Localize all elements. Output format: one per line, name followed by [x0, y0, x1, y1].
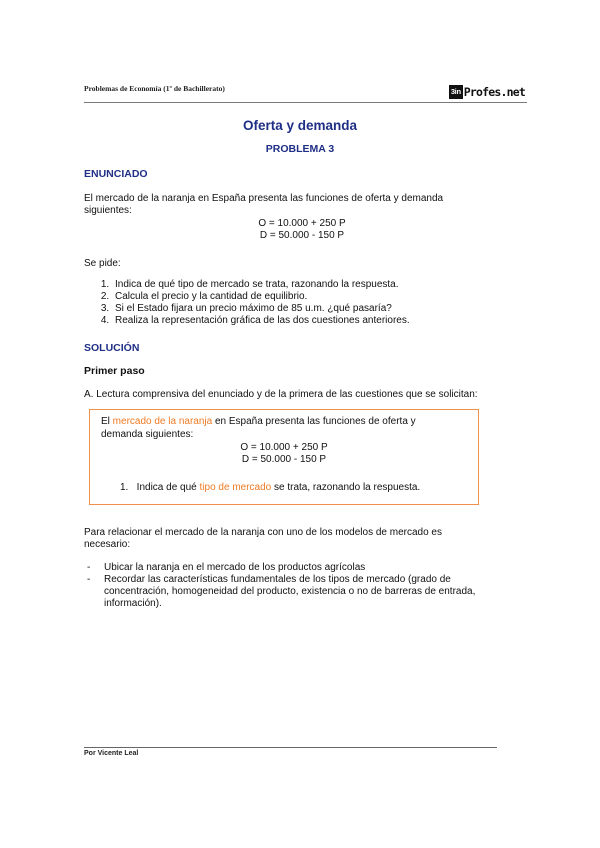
box-demand-equation: D = 50.000 - 150 P — [241, 454, 327, 465]
footer-author: Por Vicente Leal — [84, 750, 139, 757]
header-title: Problemas de Economía (1º de Bachillerato) — [84, 84, 225, 93]
questions-list — [84, 279, 410, 327]
enunciado-heading: ENUNCIADO — [84, 168, 148, 180]
box-text: 1. Indica de qué — [120, 482, 200, 493]
list-item: 1. Indica de qué tipo de mercado se trata, razonando la respuesta. — [112, 279, 410, 291]
list-item: 4. Realiza la representación gráfica de las dos cuestiones anteriores. — [112, 315, 410, 327]
highlight-mercado-naranja: mercado de la naranja — [112, 416, 213, 427]
para-line1: Para relacionar el mercado de la naranja con uno de los modelos de mercado es — [84, 527, 442, 538]
step-heading: Primer paso — [84, 365, 145, 377]
demand-equation: D = 50.000 - 150 P — [259, 230, 345, 241]
enunciado-line1: El mercado de la naranja en España presenta las funciones de oferta y demanda — [84, 193, 444, 204]
se-pide-label: Se pide: — [84, 258, 121, 269]
footer-divider — [84, 747, 497, 748]
list-item: 2. Calcula el precio y la cantidad de equilibrio. — [112, 291, 410, 303]
page-title: Oferta y demanda — [242, 118, 358, 133]
page-header — [84, 80, 527, 103]
box-supply-equation: O = 10.000 + 250 P — [240, 442, 328, 453]
logo-box: 3in — [449, 85, 463, 99]
box-line1 — [101, 416, 416, 428]
profes-net-logo — [449, 84, 525, 99]
problem-number: PROBLEMA 3 — [265, 143, 335, 155]
box-question — [120, 482, 420, 494]
supply-equation: O = 10.000 + 250 P — [258, 218, 346, 229]
para-line2: necesario: — [84, 539, 131, 550]
highlight-tipo-mercado: tipo de mercado — [199, 482, 272, 493]
list-item: - Recordar las características fundamentales de los tipos de mercado (grado de concentración, homogeneidad del producto, existencia o no de barreras de entrada, información). — [84, 574, 514, 610]
list-item: - Ubicar la naranja en el mercado de los productos agrícolas — [84, 562, 514, 574]
box-text: El — [101, 416, 113, 427]
logo-text: Profes.net — [463, 84, 525, 99]
solucion-intro: A. Lectura comprensiva del enunciado y de la primera de las cuestiones que se solicitan: — [84, 389, 478, 400]
enunciado-line2: siguientes: — [84, 205, 132, 216]
list-item: 3. Si el Estado fijara un precio máximo de 85 u.m. ¿qué pasaría? — [112, 303, 410, 315]
box-text: en España presenta las funciones de oferta y — [212, 416, 416, 427]
highlight-box — [89, 409, 479, 505]
solucion-heading: SOLUCIÓN — [84, 342, 140, 354]
box-line2: demanda siguientes: — [101, 429, 194, 440]
requirements-list — [84, 562, 514, 610]
box-text: se trata, razonando la respuesta. — [271, 482, 421, 493]
